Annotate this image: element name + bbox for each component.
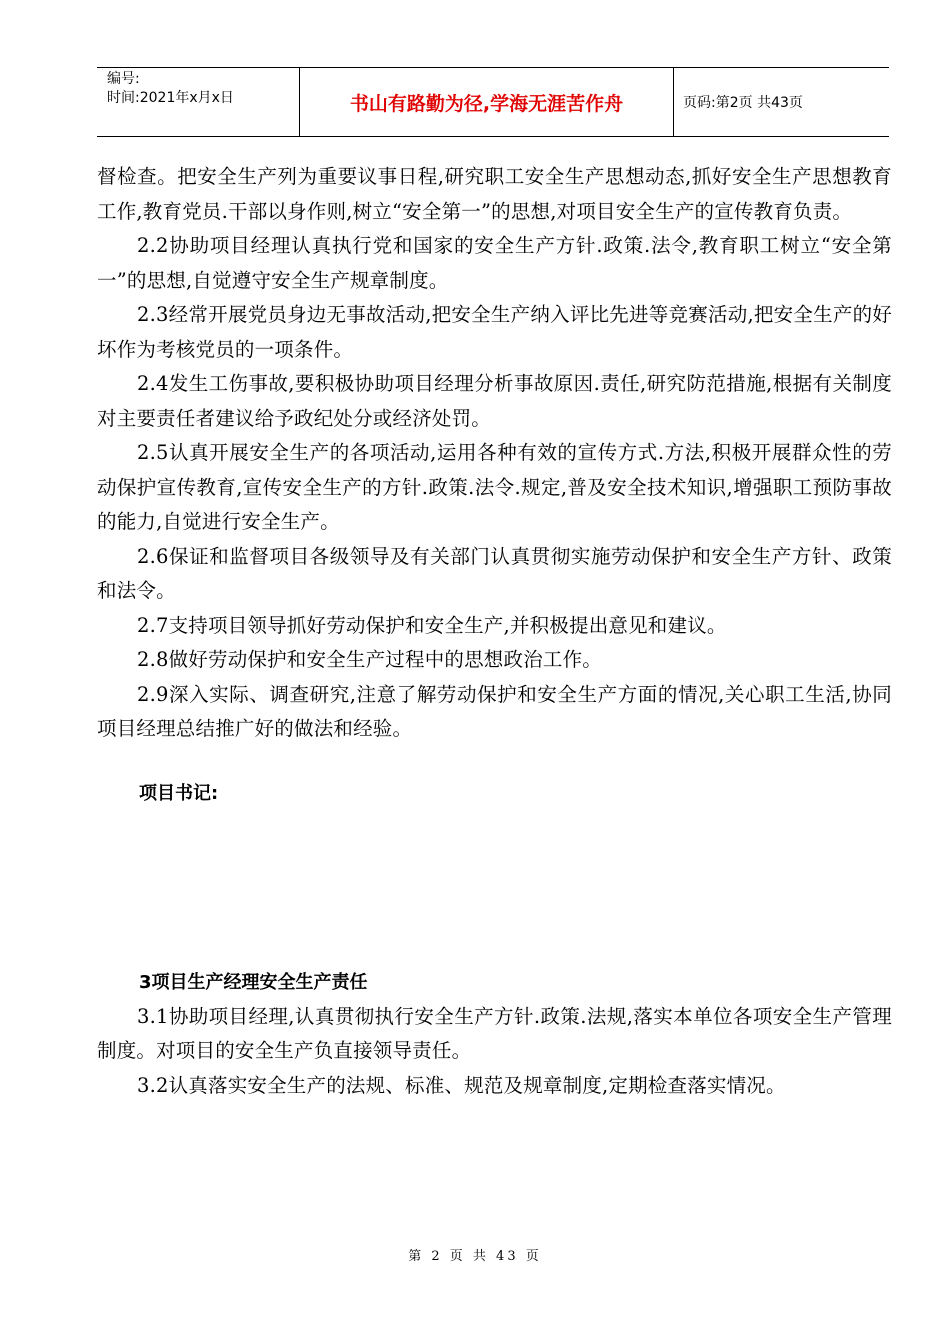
number-label: 编号:	[107, 71, 140, 87]
paragraph: 2.5认真开展安全生产的各项活动,运用各种有效的宣传方式.方法,积极开展群众性的劳动保护宣传教育,宣传安全生产的方针.政策.法令.规定,普及安全技术知识,增强职工预防事故的能力,自觉进行安全生产。	[97, 441, 892, 533]
paragraph: 督检查。把安全生产列为重要议事日程,研究职工安全生产思想动态,抓好安全生产思想教育工作,教育党员.干部以身作则,树立“安全第一”的思想,对项目安全生产的宣传教育负责。	[97, 165, 892, 223]
paragraph: 2.4发生工伤事故,要积极协助项目经理分析事故原因.责任,研究防范措施,根据有关制度对主要责任者建议给予政纪处分或经济处罚。	[97, 372, 892, 430]
paragraph: 3.1协助项目经理,认真贯彻执行安全生产方针.政策.法规,落实本单位各项安全生产管理制度。对项目的安全生产负直接领导责任。	[97, 1004, 892, 1062]
paragraph: 2.7支持项目领导抓好劳动保护和安全生产,并积极提出意见和建议。	[137, 613, 727, 637]
paragraph: 3.2认真落实安全生产的法规、标准、规范及规章制度,定期检查落实情况。	[137, 1073, 786, 1097]
paragraph: 2.9深入实际、调查研究,注意了解劳动保护和安全生产方面的情况,关心职工生活,协同项目经理总结推广好的做法和经验。	[97, 682, 892, 740]
header-meta	[97, 68, 300, 136]
signer-label: 项目书记:	[139, 782, 219, 804]
paragraph: 2.3经常开展党员身边无事故活动,把安全生产纳入评比先进等竞赛活动,把安全生产的好坏作为考核党员的一项条件。	[97, 303, 892, 361]
paragraph: 2.6保证和监督项目各级领导及有关部门认真贯彻实施劳动保护和安全生产方针、政策和法令。	[97, 544, 892, 602]
paragraph: 2.8做好劳动保护和安全生产过程中的思想政治工作。	[137, 648, 603, 671]
header-motto: 书山有路勤为径,学海无涯苦作舟	[300, 68, 674, 136]
page-header	[97, 67, 889, 137]
page-footer: 第 2 页 共 43 页	[408, 1249, 542, 1264]
paragraph: 2.2协助项目经理认真执行党和国家的安全生产方针.政策.法令,教育职工树立“安全第一”的思想,自觉遵守安全生产规章制度。	[97, 234, 892, 292]
time-label: 时间:2021年x月x日	[107, 90, 234, 106]
header-page-info: 页码:第2页 共43页	[683, 95, 803, 111]
section-title: 3项目生产经理安全生产责任	[139, 971, 368, 993]
document-body	[97, 160, 892, 1103]
